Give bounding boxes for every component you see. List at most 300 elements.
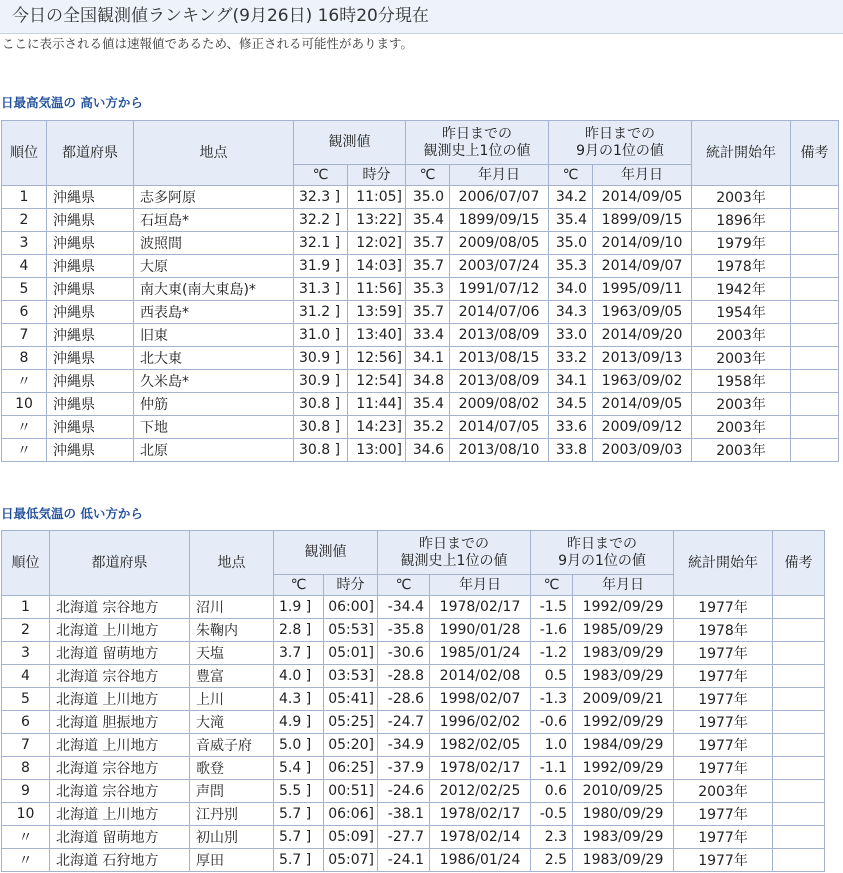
month-record-date-cell: 2014/09/05 — [593, 186, 692, 209]
month-record-date-cell: 1985/09/29 — [573, 619, 674, 642]
observed-time-cell: 05:09] — [324, 826, 378, 849]
rank-cell: 10 — [2, 803, 50, 826]
record-value-cell: 35.0 — [406, 186, 450, 209]
observed-value-cell: 2.8 ] — [274, 619, 324, 642]
record-value-cell: -24.6 — [378, 780, 430, 803]
record-date-cell: 2013/08/15 — [450, 347, 549, 370]
table-row — [2, 596, 825, 619]
prefecture-cell: 北海道 宗谷地方 — [50, 665, 190, 688]
observed-time-cell: 11:56] — [348, 278, 406, 301]
place-cell: 歌登 — [190, 757, 274, 780]
start-year-cell: 1977年 — [674, 711, 773, 734]
prefecture-cell: 北海道 上川地方 — [50, 619, 190, 642]
rank-cell: 8 — [2, 347, 47, 370]
remarks-cell — [773, 596, 825, 619]
observed-time-cell: 05:25] — [324, 711, 378, 734]
place-cell: 仲筋 — [134, 393, 294, 416]
month-record-value-cell: -0.5 — [531, 803, 573, 826]
record-date-cell: 2009/08/05 — [450, 232, 549, 255]
prefecture-cell: 沖縄県 — [47, 186, 134, 209]
prefecture-cell: 沖縄県 — [47, 232, 134, 255]
header-rank: 順位 — [2, 531, 50, 596]
start-year-cell: 1954年 — [692, 301, 791, 324]
record-value-cell: 35.7 — [406, 232, 450, 255]
place-cell: 豊富 — [190, 665, 274, 688]
observed-value-cell: 5.7 ] — [274, 849, 324, 872]
start-year-cell: 1977年 — [674, 688, 773, 711]
remarks-cell — [791, 255, 839, 278]
remarks-cell — [773, 849, 825, 872]
month-record-value-cell: -1.3 — [531, 688, 573, 711]
record-value-cell: 35.7 — [406, 301, 450, 324]
observed-value-cell: 32.2 ] — [294, 209, 348, 232]
table-row — [2, 780, 825, 803]
table-row — [2, 278, 839, 301]
record-date-cell: 2014/07/06 — [450, 301, 549, 324]
place-cell: 石垣島* — [134, 209, 294, 232]
month-record-date-cell: 2014/09/20 — [593, 324, 692, 347]
month-record-date-cell: 1980/09/29 — [573, 803, 674, 826]
header-date: 年月日 — [593, 165, 692, 186]
table-row — [2, 619, 825, 642]
observed-time-cell: 05:20] — [324, 734, 378, 757]
start-year-cell: 1896年 — [692, 209, 791, 232]
rank-cell: 5 — [2, 688, 50, 711]
observed-time-cell: 13:00] — [348, 439, 406, 462]
observed-value-cell: 5.5 ] — [274, 780, 324, 803]
header-date: 年月日 — [573, 575, 674, 596]
place-cell: 厚田 — [190, 849, 274, 872]
remarks-cell — [791, 209, 839, 232]
observed-value-cell: 4.0 ] — [274, 665, 324, 688]
place-cell: 大滝 — [190, 711, 274, 734]
record-date-cell: 1978/02/17 — [430, 596, 531, 619]
table-row — [2, 849, 825, 872]
record-value-cell: -28.8 — [378, 665, 430, 688]
observed-value-cell: 5.7 ] — [274, 826, 324, 849]
record-date-cell: 2013/08/09 — [450, 324, 549, 347]
month-record-value-cell: 0.6 — [531, 780, 573, 803]
prefecture-cell: 北海道 石狩地方 — [50, 849, 190, 872]
place-cell: 朱鞠内 — [190, 619, 274, 642]
place-cell: 音威子府 — [190, 734, 274, 757]
observed-value-cell: 31.0 ] — [294, 324, 348, 347]
header-degree: ℃ — [294, 165, 348, 186]
month-record-date-cell: 1995/09/11 — [593, 278, 692, 301]
header-degree: ℃ — [274, 575, 324, 596]
record-date-cell: 2012/02/25 — [430, 780, 531, 803]
rank-cell: 〃 — [2, 370, 47, 393]
record-value-cell: -27.7 — [378, 826, 430, 849]
rank-cell: 6 — [2, 711, 50, 734]
table-row — [2, 255, 839, 278]
observed-time-cell: 00:51] — [324, 780, 378, 803]
observed-time-cell: 12:54] — [348, 370, 406, 393]
observed-value-cell: 30.8 ] — [294, 393, 348, 416]
header-time: 時分 — [348, 165, 406, 186]
header-prefecture: 都道府県 — [50, 531, 190, 596]
prefecture-cell: 沖縄県 — [47, 301, 134, 324]
place-cell: 西表島* — [134, 301, 294, 324]
record-date-cell: 2014/02/08 — [430, 665, 531, 688]
start-year-cell: 1978年 — [674, 619, 773, 642]
record-value-cell: -35.8 — [378, 619, 430, 642]
month-record-value-cell: 33.0 — [549, 324, 593, 347]
place-cell: 上川 — [190, 688, 274, 711]
record-value-cell: -34.9 — [378, 734, 430, 757]
record-value-cell: -24.1 — [378, 849, 430, 872]
month-record-value-cell: 35.4 — [549, 209, 593, 232]
record-value-cell: -24.7 — [378, 711, 430, 734]
prefecture-cell: 沖縄県 — [47, 347, 134, 370]
record-value-cell: 34.6 — [406, 439, 450, 462]
observed-time-cell: 05:07] — [324, 849, 378, 872]
start-year-cell: 1977年 — [674, 757, 773, 780]
observed-value-cell: 32.1 ] — [294, 232, 348, 255]
start-year-cell: 2003年 — [692, 347, 791, 370]
prefecture-cell: 沖縄県 — [47, 393, 134, 416]
start-year-cell: 1977年 — [674, 826, 773, 849]
header-date: 年月日 — [430, 575, 531, 596]
header-record-month: 昨日までの 9月の1位の値 — [549, 121, 692, 165]
month-record-value-cell: 1.0 — [531, 734, 573, 757]
observed-value-cell: 1.9 ] — [274, 596, 324, 619]
month-record-date-cell: 1992/09/29 — [573, 757, 674, 780]
rank-cell: 1 — [2, 596, 50, 619]
month-record-value-cell: -1.1 — [531, 757, 573, 780]
start-year-cell: 1958年 — [692, 370, 791, 393]
rank-cell: 〃 — [2, 439, 47, 462]
record-value-cell: 35.4 — [406, 393, 450, 416]
observed-time-cell: 12:02] — [348, 232, 406, 255]
observed-time-cell: 06:00] — [324, 596, 378, 619]
table-row — [2, 393, 839, 416]
month-record-value-cell: 34.1 — [549, 370, 593, 393]
observed-time-cell: 11:44] — [348, 393, 406, 416]
start-year-cell: 1977年 — [674, 849, 773, 872]
table-row — [2, 232, 839, 255]
remarks-cell — [791, 186, 839, 209]
month-record-date-cell: 2013/09/13 — [593, 347, 692, 370]
rank-cell: 4 — [2, 255, 47, 278]
place-cell: 波照間 — [134, 232, 294, 255]
observed-value-cell: 3.7 ] — [274, 642, 324, 665]
rank-cell: 1 — [2, 186, 47, 209]
rank-cell: 7 — [2, 734, 50, 757]
observed-time-cell: 03:53] — [324, 665, 378, 688]
month-record-date-cell: 2014/09/05 — [593, 393, 692, 416]
place-cell: 初山別 — [190, 826, 274, 849]
record-date-cell: 1978/02/17 — [430, 757, 531, 780]
observed-value-cell: 4.3 ] — [274, 688, 324, 711]
month-record-date-cell: 2003/09/03 — [593, 439, 692, 462]
rank-cell: 7 — [2, 324, 47, 347]
remarks-cell — [773, 734, 825, 757]
start-year-cell: 1977年 — [674, 596, 773, 619]
start-year-cell: 2003年 — [692, 186, 791, 209]
header-observed: 観測値 — [294, 121, 406, 165]
header-prefecture: 都道府県 — [47, 121, 134, 186]
header-place: 地点 — [134, 121, 294, 186]
rank-cell: 〃 — [2, 416, 47, 439]
remarks-cell — [773, 688, 825, 711]
month-record-value-cell: 35.0 — [549, 232, 593, 255]
month-record-date-cell: 1992/09/29 — [573, 596, 674, 619]
header-record-all: 昨日までの 観測史上1位の値 — [378, 531, 531, 575]
month-record-date-cell: 1983/09/29 — [573, 665, 674, 688]
record-value-cell: -28.6 — [378, 688, 430, 711]
table-row — [2, 711, 825, 734]
record-value-cell: 35.4 — [406, 209, 450, 232]
observed-value-cell: 30.9 ] — [294, 347, 348, 370]
record-value-cell: 33.4 — [406, 324, 450, 347]
record-date-cell: 1991/07/12 — [450, 278, 549, 301]
start-year-cell: 2003年 — [692, 324, 791, 347]
prefecture-cell: 北海道 宗谷地方 — [50, 596, 190, 619]
month-record-date-cell: 1899/09/15 — [593, 209, 692, 232]
table-row — [2, 370, 839, 393]
record-value-cell: -34.4 — [378, 596, 430, 619]
table-row — [2, 186, 839, 209]
table-row — [2, 324, 839, 347]
table-row — [2, 347, 839, 370]
observed-time-cell: 13:59] — [348, 301, 406, 324]
record-date-cell: 1978/02/14 — [430, 826, 531, 849]
remarks-cell — [791, 278, 839, 301]
header-remarks: 備考 — [773, 531, 825, 596]
observed-time-cell: 06:06] — [324, 803, 378, 826]
month-record-value-cell: 34.3 — [549, 301, 593, 324]
prefecture-cell: 沖縄県 — [47, 416, 134, 439]
month-record-date-cell: 2014/09/07 — [593, 255, 692, 278]
rank-cell: 6 — [2, 301, 47, 324]
record-date-cell: 1982/02/05 — [430, 734, 531, 757]
month-record-value-cell: 33.2 — [549, 347, 593, 370]
record-date-cell: 2009/08/02 — [450, 393, 549, 416]
month-record-value-cell: 2.3 — [531, 826, 573, 849]
observed-time-cell: 06:25] — [324, 757, 378, 780]
prefecture-cell: 北海道 留萌地方 — [50, 642, 190, 665]
record-value-cell: -30.6 — [378, 642, 430, 665]
prefecture-cell: 沖縄県 — [47, 209, 134, 232]
rank-cell: 8 — [2, 757, 50, 780]
rank-cell: 3 — [2, 642, 50, 665]
start-year-cell: 1977年 — [674, 642, 773, 665]
prefecture-cell: 北海道 上川地方 — [50, 734, 190, 757]
table-row — [2, 803, 825, 826]
header-start-year: 統計開始年 — [674, 531, 773, 596]
place-cell: 下地 — [134, 416, 294, 439]
record-value-cell: -38.1 — [378, 803, 430, 826]
prefecture-cell: 北海道 胆振地方 — [50, 711, 190, 734]
month-record-value-cell: 34.0 — [549, 278, 593, 301]
start-year-cell: 1978年 — [692, 255, 791, 278]
start-year-cell: 1977年 — [674, 665, 773, 688]
table-row — [2, 826, 825, 849]
header-rank: 順位 — [2, 121, 47, 186]
observed-value-cell: 32.3 ] — [294, 186, 348, 209]
prefecture-cell: 沖縄県 — [47, 278, 134, 301]
place-cell: 久米島* — [134, 370, 294, 393]
header-time: 時分 — [324, 575, 378, 596]
place-cell: 南大東(南大東島)* — [134, 278, 294, 301]
record-date-cell: 1986/01/24 — [430, 849, 531, 872]
observed-time-cell: 05:01] — [324, 642, 378, 665]
record-date-cell: 2013/08/09 — [450, 370, 549, 393]
record-date-cell: 1998/02/07 — [430, 688, 531, 711]
table-row — [2, 688, 825, 711]
month-record-date-cell: 1963/09/02 — [593, 370, 692, 393]
rank-cell: 〃 — [2, 849, 50, 872]
month-record-date-cell: 1963/09/05 — [593, 301, 692, 324]
remarks-cell — [773, 619, 825, 642]
record-value-cell: 35.2 — [406, 416, 450, 439]
start-year-cell: 1979年 — [692, 232, 791, 255]
record-date-cell: 1985/01/24 — [430, 642, 531, 665]
remarks-cell — [791, 439, 839, 462]
observed-time-cell: 12:56] — [348, 347, 406, 370]
table-row — [2, 301, 839, 324]
month-record-value-cell: 35.3 — [549, 255, 593, 278]
record-value-cell: 34.1 — [406, 347, 450, 370]
table-row — [2, 209, 839, 232]
page-title: 今日の全国観測値ランキング(9月26日) 16時20分現在 — [0, 0, 843, 34]
header-degree: ℃ — [531, 575, 573, 596]
high-temp-table — [1, 120, 839, 462]
prefecture-cell: 北海道 留萌地方 — [50, 826, 190, 849]
observed-time-cell: 13:22] — [348, 209, 406, 232]
observed-time-cell: 05:53] — [324, 619, 378, 642]
disclaimer-note: ここに表示される値は速報値であるため、修正される可能性があります。 — [2, 36, 414, 51]
place-cell: 志多阿原 — [134, 186, 294, 209]
month-record-value-cell: -1.6 — [531, 619, 573, 642]
month-record-value-cell: -1.5 — [531, 596, 573, 619]
table-row — [2, 642, 825, 665]
table-row — [2, 665, 825, 688]
remarks-cell — [791, 232, 839, 255]
month-record-date-cell: 1983/09/29 — [573, 642, 674, 665]
month-record-value-cell: 34.2 — [549, 186, 593, 209]
rank-cell: 3 — [2, 232, 47, 255]
month-record-date-cell: 2014/09/10 — [593, 232, 692, 255]
remarks-cell — [791, 416, 839, 439]
start-year-cell: 2003年 — [692, 393, 791, 416]
table-row — [2, 757, 825, 780]
remarks-cell — [773, 780, 825, 803]
observed-value-cell: 5.7 ] — [274, 803, 324, 826]
table-row — [2, 416, 839, 439]
prefecture-cell: 北海道 上川地方 — [50, 803, 190, 826]
observed-value-cell: 30.9 ] — [294, 370, 348, 393]
table-row — [2, 439, 839, 462]
month-record-date-cell: 1983/09/29 — [573, 849, 674, 872]
high-section-title: 日最高気温の 高い方から — [1, 95, 143, 110]
prefecture-cell: 北海道 上川地方 — [50, 688, 190, 711]
observed-value-cell: 5.4 ] — [274, 757, 324, 780]
place-cell: 声問 — [190, 780, 274, 803]
month-record-value-cell: 33.8 — [549, 439, 593, 462]
month-record-date-cell: 2010/09/25 — [573, 780, 674, 803]
observed-value-cell: 30.8 ] — [294, 439, 348, 462]
record-value-cell: 35.3 — [406, 278, 450, 301]
place-cell: 旧東 — [134, 324, 294, 347]
observed-time-cell: 14:23] — [348, 416, 406, 439]
record-date-cell: 1978/02/17 — [430, 803, 531, 826]
rank-cell: 2 — [2, 619, 50, 642]
prefecture-cell: 沖縄県 — [47, 439, 134, 462]
header-degree: ℃ — [549, 165, 593, 186]
remarks-cell — [791, 393, 839, 416]
start-year-cell: 1977年 — [674, 734, 773, 757]
place-cell: 江丹別 — [190, 803, 274, 826]
month-record-value-cell: 2.5 — [531, 849, 573, 872]
observed-value-cell: 4.9 ] — [274, 711, 324, 734]
month-record-date-cell: 2009/09/21 — [573, 688, 674, 711]
remarks-cell — [791, 324, 839, 347]
start-year-cell: 2003年 — [692, 439, 791, 462]
low-temp-table — [1, 530, 825, 872]
remarks-cell — [791, 301, 839, 324]
rank-cell: 9 — [2, 780, 50, 803]
header-degree: ℃ — [406, 165, 450, 186]
observed-time-cell: 05:41] — [324, 688, 378, 711]
rank-cell: 4 — [2, 665, 50, 688]
observed-value-cell: 5.0 ] — [274, 734, 324, 757]
prefecture-cell: 沖縄県 — [47, 255, 134, 278]
start-year-cell: 1942年 — [692, 278, 791, 301]
record-date-cell: 2013/08/10 — [450, 439, 549, 462]
header-record-month: 昨日までの 9月の1位の値 — [531, 531, 674, 575]
start-year-cell: 2003年 — [674, 780, 773, 803]
observed-value-cell: 30.8 ] — [294, 416, 348, 439]
header-date: 年月日 — [450, 165, 549, 186]
start-year-cell: 1977年 — [674, 803, 773, 826]
record-value-cell: 35.7 — [406, 255, 450, 278]
record-value-cell: -37.9 — [378, 757, 430, 780]
header-observed: 観測値 — [274, 531, 378, 575]
prefecture-cell: 北海道 宗谷地方 — [50, 780, 190, 803]
observed-time-cell: 11:05] — [348, 186, 406, 209]
start-year-cell: 2003年 — [692, 416, 791, 439]
place-cell: 沼川 — [190, 596, 274, 619]
table-row — [2, 734, 825, 757]
rank-cell: 10 — [2, 393, 47, 416]
remarks-cell — [791, 370, 839, 393]
month-record-value-cell: -1.2 — [531, 642, 573, 665]
place-cell: 北原 — [134, 439, 294, 462]
record-date-cell: 2014/07/05 — [450, 416, 549, 439]
month-record-value-cell: 0.5 — [531, 665, 573, 688]
month-record-date-cell: 1984/09/29 — [573, 734, 674, 757]
remarks-cell — [773, 642, 825, 665]
place-cell: 大原 — [134, 255, 294, 278]
record-date-cell: 2003/07/24 — [450, 255, 549, 278]
low-section-title: 日最低気温の 低い方から — [1, 506, 143, 521]
place-cell: 北大東 — [134, 347, 294, 370]
prefecture-cell: 北海道 宗谷地方 — [50, 757, 190, 780]
observed-time-cell: 13:40] — [348, 324, 406, 347]
remarks-cell — [791, 347, 839, 370]
record-date-cell: 1996/02/02 — [430, 711, 531, 734]
remarks-cell — [773, 826, 825, 849]
month-record-date-cell: 1983/09/29 — [573, 826, 674, 849]
header-degree: ℃ — [378, 575, 430, 596]
remarks-cell — [773, 711, 825, 734]
record-date-cell: 1899/09/15 — [450, 209, 549, 232]
place-cell: 天塩 — [190, 642, 274, 665]
header-start-year: 統計開始年 — [692, 121, 791, 186]
month-record-value-cell: 34.5 — [549, 393, 593, 416]
